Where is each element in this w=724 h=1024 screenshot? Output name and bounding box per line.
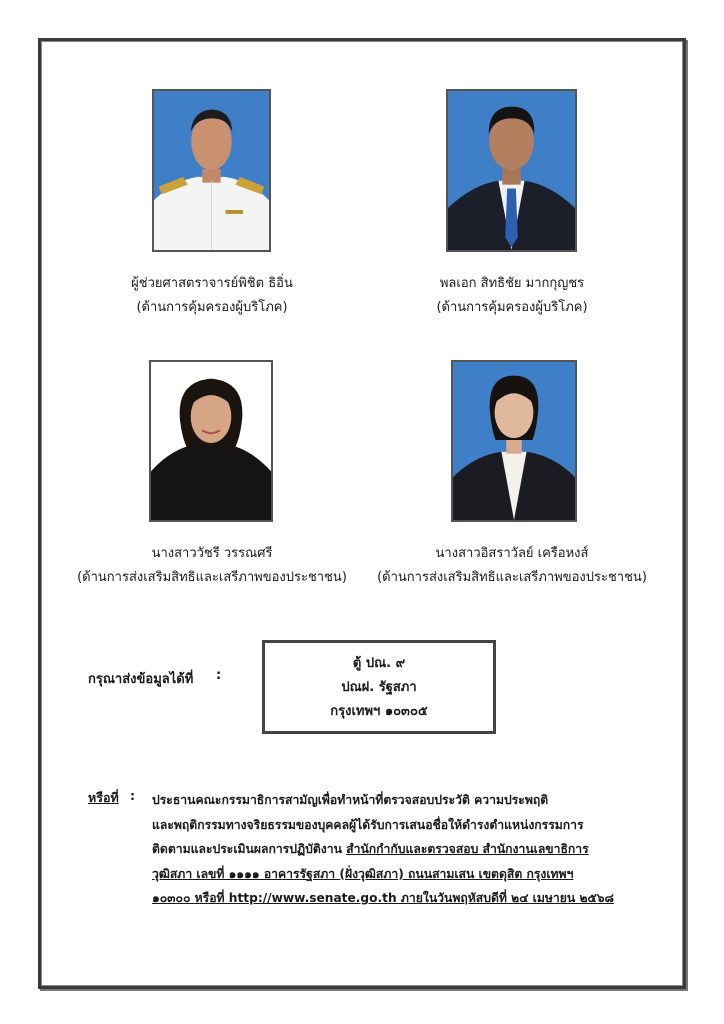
- person-caption-2: [402, 272, 622, 320]
- portrait-photo-3: [149, 360, 273, 522]
- mailing-address-box: [262, 640, 496, 734]
- mailing-label: กรุณาส่งข้อมูลได้ที่: [88, 672, 194, 687]
- alternative-line-3-plain: ติดตามและประเมินผลการปฏิบัติงาน: [152, 842, 347, 856]
- alternative-line-3: [152, 837, 637, 862]
- person-caption-3: [62, 542, 362, 590]
- alternative-line-3-underlined: สำนักกำกับและตรวจสอบ สำนักงานเลขาธิการ: [346, 842, 589, 856]
- alternative-label: หรือที่: [88, 790, 119, 805]
- mailing-line-3: กรุงเทพฯ ๑๐๓๐๕: [330, 704, 428, 719]
- person-name: ผู้ช่วยศาสตราจารย์พิชิต ธิอิ่น: [131, 276, 293, 291]
- person-caption-1: [102, 272, 322, 320]
- person-caption-4: [362, 542, 662, 590]
- person-role: (ด้านการคุ้มครองผู้บริโภค): [136, 300, 288, 315]
- portrait-photo-1: [152, 89, 271, 252]
- mailing-line-2: ปณฝ. รัฐสภา: [341, 680, 417, 695]
- mailing-colon: :: [216, 668, 222, 683]
- alternative-line-1: ประธานคณะกรรมาธิการสามัญเพื่อทำหน้าที่ตรวจสอบประวัติ ความประพฤติ: [152, 793, 549, 807]
- portrait-photo-4: [451, 360, 577, 522]
- person-role: (ด้านการส่งเสริมสิทธิและเสรีภาพของประชาชน): [77, 570, 347, 585]
- alternative-text: [152, 788, 637, 911]
- alternative-line-4: วุฒิสภา เลขที่ ๑๑๑๑ อาคารรัฐสภา (ฝั่งวุฒิสภา) ถนนสามเสน เขตดุสิต กรุงเทพฯ: [152, 866, 574, 881]
- portrait-photo-2: [446, 89, 577, 252]
- person-role: (ด้านการคุ้มครองผู้บริโภค): [436, 300, 588, 315]
- person-name: นางสาววัชรี วรรณศรี: [151, 546, 273, 561]
- person-role: (ด้านการส่งเสริมสิทธิและเสรีภาพของประชาชน): [377, 570, 647, 585]
- alternative-line-2: และพฤติกรรมทางจริยธรรมของบุคคลผู้ได้รับการเสนอชื่อให้ดำรงตำแหน่งกรรมการ: [152, 817, 584, 832]
- alternative-colon: :: [130, 788, 135, 803]
- mailing-line-1: ตู้ ปณ. ๙: [352, 656, 406, 671]
- person-name: นางสาวอิสราวัลย์ เครือหงส์: [435, 546, 589, 561]
- alternative-line-5: ๑๐๓๐๐ หรือที่ http://www.senate.go.th ภายในวันพฤหัสบดีที่ ๒๔ เมษายน ๒๕๖๘: [152, 891, 614, 905]
- person-name: พลเอก สิทธิชัย มากกุญชร: [439, 276, 585, 291]
